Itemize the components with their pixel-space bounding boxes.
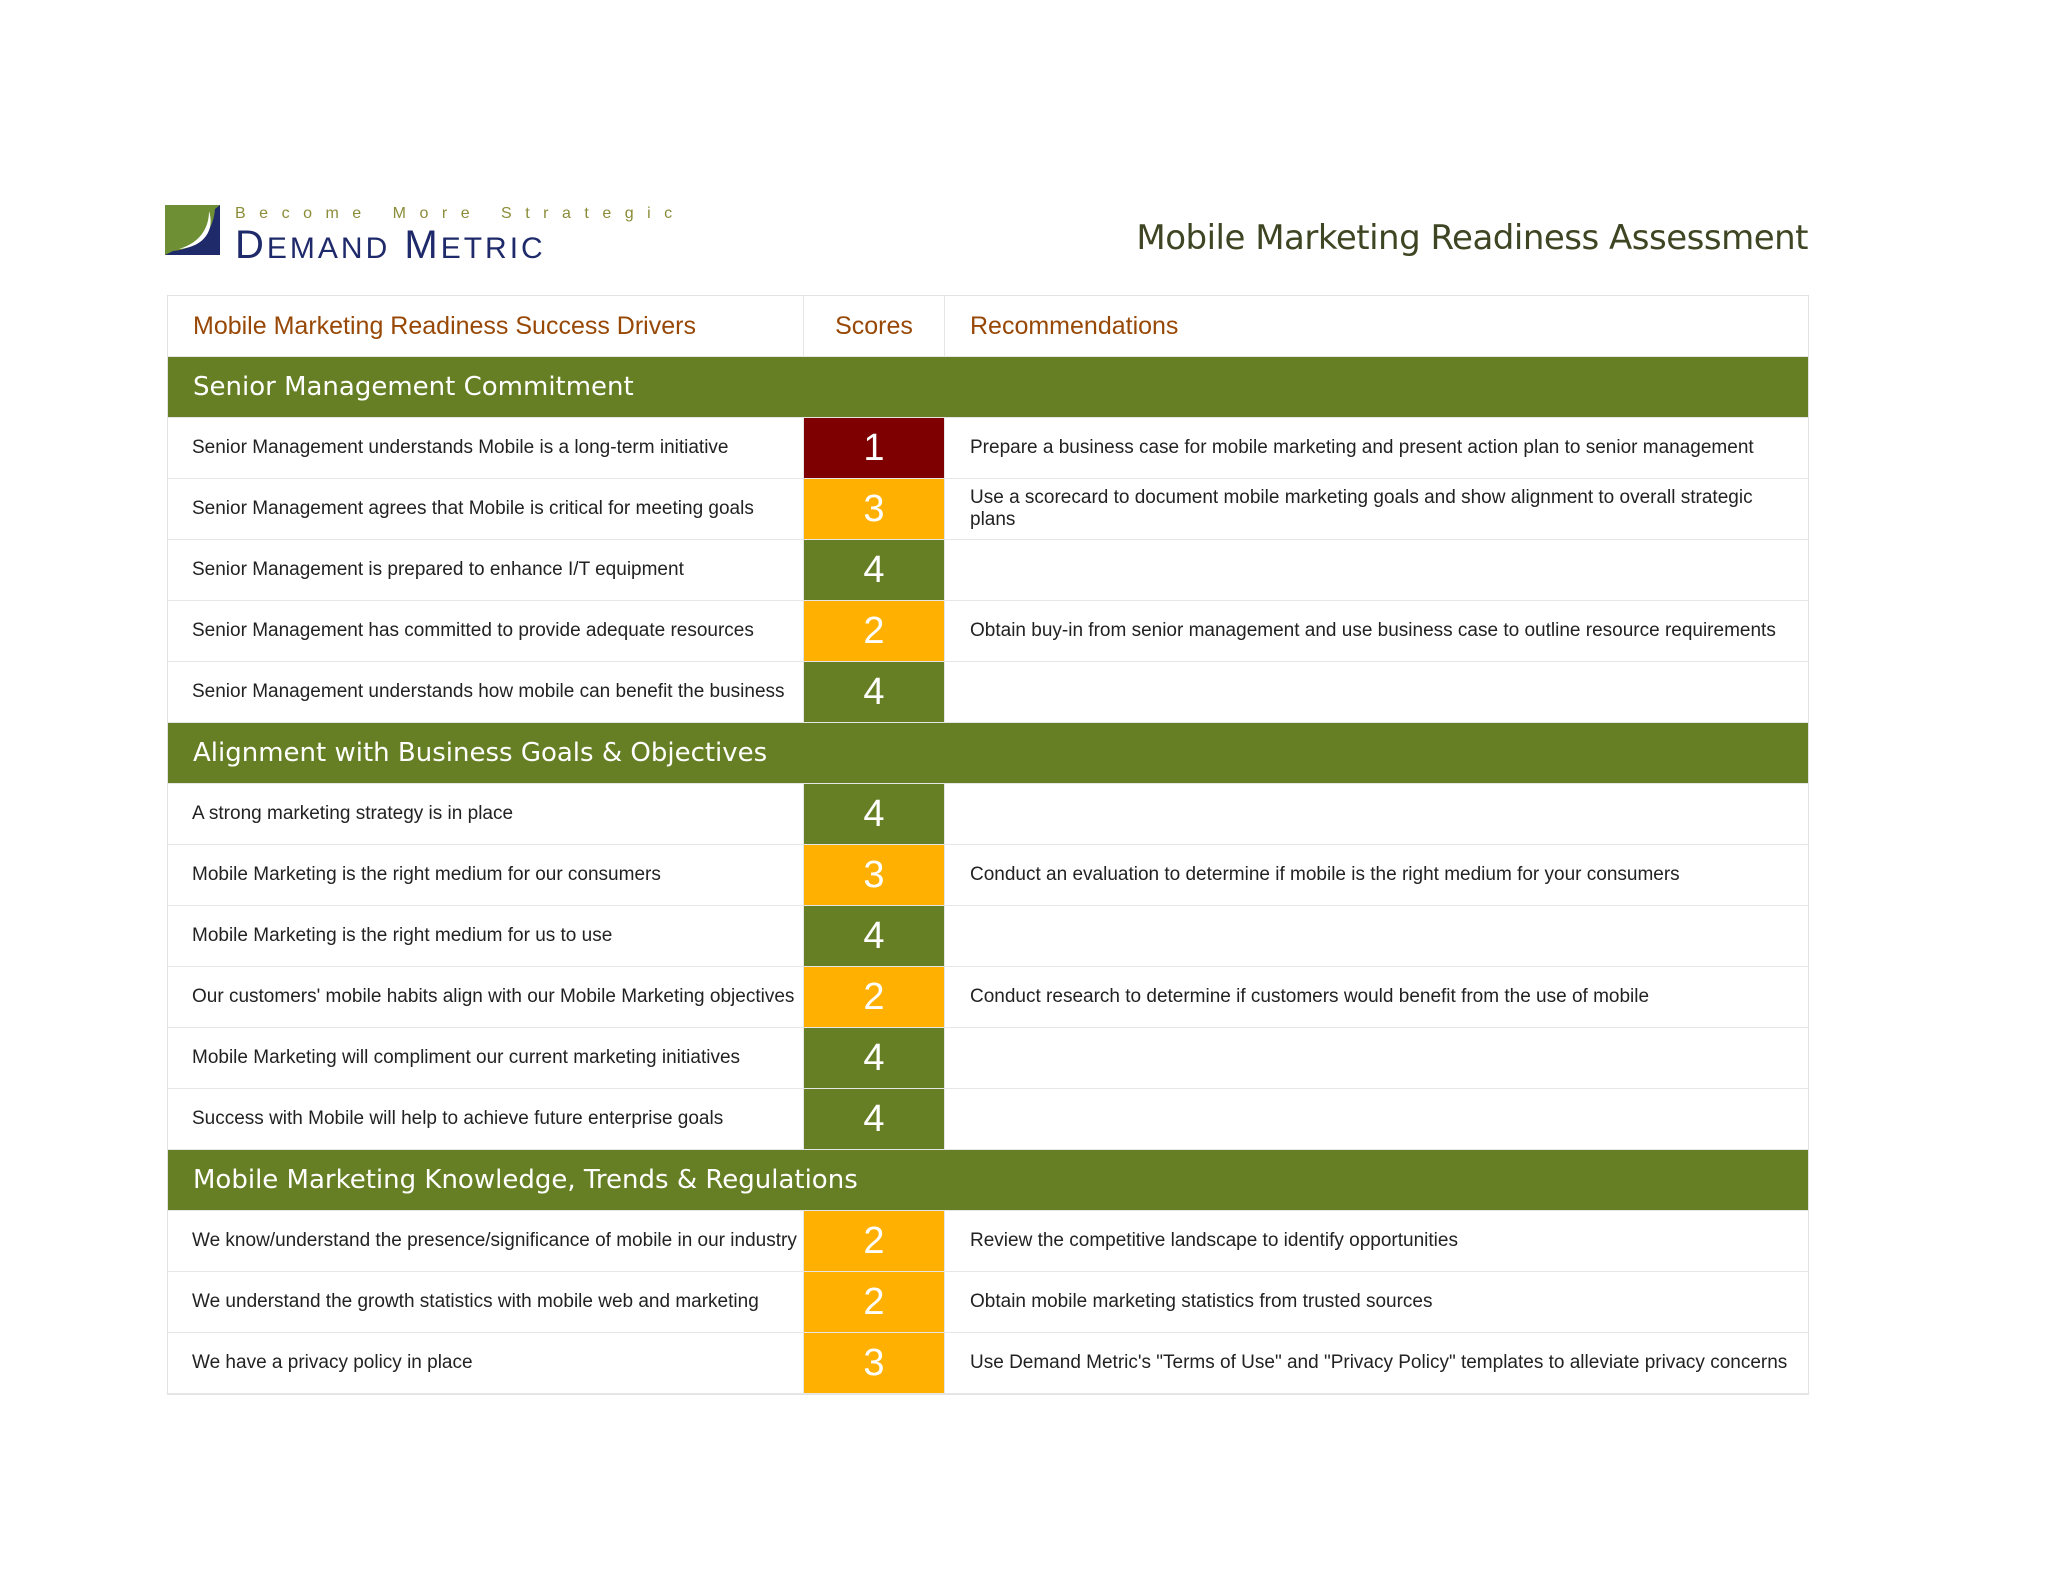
recommendation-text: Prepare a business case for mobile marketing and present action plan to senior management <box>970 437 1754 458</box>
section-header: Alignment with Business Goals & Objectives <box>168 723 1808 784</box>
table-row <box>168 540 1808 601</box>
brand-name: DEMAND METRIC <box>235 223 546 267</box>
table-row <box>168 1028 1808 1089</box>
table-row <box>168 1272 1808 1333</box>
recommendation-text: Use Demand Metric's "Terms of Use" and "Privacy Policy" templates to alleviate privacy concerns <box>970 1352 1788 1373</box>
table-row <box>168 1211 1808 1272</box>
score-value: 3 <box>804 1333 944 1393</box>
table-row <box>168 967 1808 1028</box>
table-row <box>168 906 1808 967</box>
column-header-drivers: Mobile Marketing Readiness Success Drivers <box>168 296 804 356</box>
driver-text: Mobile Marketing will compliment our current marketing initiatives <box>168 1028 804 1088</box>
table-row <box>168 784 1808 845</box>
driver-text: Senior Management agrees that Mobile is critical for meeting goals <box>168 479 804 539</box>
score-value: 4 <box>804 1089 944 1149</box>
brand-tagline: Become More Strategic <box>235 205 686 222</box>
score-cell <box>804 784 945 844</box>
score-value: 2 <box>804 1211 944 1271</box>
assessment-table <box>167 295 1809 1395</box>
recommendation-text <box>945 1028 1808 1088</box>
score-value: 4 <box>804 784 944 844</box>
driver-text: We know/understand the presence/significance of mobile in our industry <box>168 1211 804 1271</box>
recommendation-text <box>945 784 1808 844</box>
table-row <box>168 1089 1808 1150</box>
score-value: 2 <box>804 601 944 661</box>
driver-text: Success with Mobile will help to achieve future enterprise goals <box>168 1089 804 1149</box>
recommendation-text <box>945 1089 1808 1149</box>
section-header: Mobile Marketing Knowledge, Trends & Regulations <box>168 1150 1808 1211</box>
recommendation-text <box>945 662 1808 722</box>
driver-text: Senior Management is prepared to enhance I/T equipment <box>168 540 804 600</box>
table-row <box>168 601 1808 662</box>
score-value: 2 <box>804 1272 944 1332</box>
score-cell <box>804 967 945 1027</box>
score-cell <box>804 418 945 478</box>
recommendation-text <box>945 906 1808 966</box>
table-row <box>168 845 1808 906</box>
recommendation-text: Conduct an evaluation to determine if mobile is the right medium for your consumers <box>970 864 1680 885</box>
driver-text: Senior Management understands Mobile is a long-term initiative <box>168 418 804 478</box>
driver-text: We have a privacy policy in place <box>168 1333 804 1393</box>
recommendation-text: Obtain mobile marketing statistics from trusted sources <box>970 1291 1433 1312</box>
recommendation-text: Review the competitive landscape to identify opportunities <box>970 1230 1458 1251</box>
driver-text: A strong marketing strategy is in place <box>168 784 804 844</box>
recommendation-text: Conduct research to determine if customers would benefit from the use of mobile <box>970 986 1650 1007</box>
driver-text: Our customers' mobile habits align with our Mobile Marketing objectives <box>168 967 804 1027</box>
table-row <box>168 479 1808 540</box>
score-value: 3 <box>804 479 944 539</box>
section-header: Senior Management Commitment <box>168 357 1808 418</box>
logo <box>165 205 686 267</box>
table-header <box>168 296 1808 357</box>
recommendation-text <box>945 540 1808 600</box>
score-value: 4 <box>804 1028 944 1088</box>
score-cell <box>804 845 945 905</box>
driver-text: Senior Management understands how mobile can benefit the business <box>168 662 804 722</box>
score-value: 3 <box>804 845 944 905</box>
score-value: 4 <box>804 906 944 966</box>
score-cell <box>804 1089 945 1149</box>
column-header-scores: Scores <box>804 296 945 356</box>
driver-text: Mobile Marketing is the right medium for our consumers <box>168 845 804 905</box>
driver-text: Senior Management has committed to provide adequate resources <box>168 601 804 661</box>
score-cell <box>804 540 945 600</box>
column-header-recommendations: Recommendations <box>970 311 1179 340</box>
driver-text: We understand the growth statistics with mobile web and marketing <box>168 1272 804 1332</box>
score-cell <box>804 906 945 966</box>
score-value: 2 <box>804 967 944 1027</box>
recommendation-text: Use a scorecard to document mobile marketing goals and show alignment to overall strategic plans <box>970 487 1753 530</box>
table-row <box>168 662 1808 723</box>
driver-text: Mobile Marketing is the right medium for us to use <box>168 906 804 966</box>
score-cell <box>804 1272 945 1332</box>
score-value: 4 <box>804 662 944 722</box>
table-row <box>168 418 1808 479</box>
score-cell <box>804 1333 945 1393</box>
score-value: 1 <box>804 418 944 478</box>
recommendation-text: Obtain buy-in from senior management and use business case to outline resource requirements <box>970 620 1776 641</box>
score-cell <box>804 601 945 661</box>
logo-mark-icon <box>165 205 220 255</box>
score-cell <box>804 662 945 722</box>
score-cell <box>804 1211 945 1271</box>
score-cell <box>804 479 945 539</box>
page-title: Mobile Marketing Readiness Assessment <box>1136 218 1808 258</box>
score-value: 4 <box>804 540 944 600</box>
table-row <box>168 1333 1808 1394</box>
score-cell <box>804 1028 945 1088</box>
